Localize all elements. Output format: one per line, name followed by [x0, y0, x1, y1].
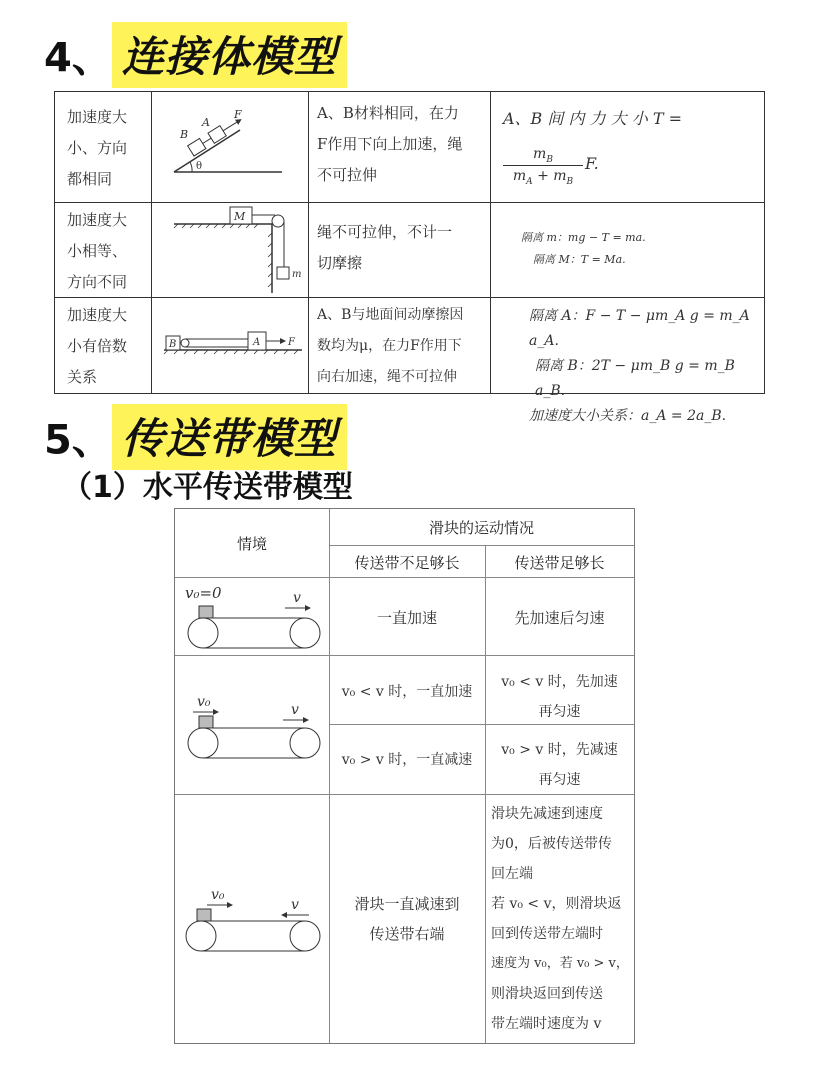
grid-line	[329, 545, 634, 546]
subsection-title: （1）水平传送带模型	[62, 470, 353, 505]
result-cell: 隔离 m：mg − T = ma. 隔离 M：T = Ma.	[521, 231, 646, 266]
row3-long-text: 滑块先减速到速度 为0，后被传送带传 回左端 若 v₀ < v，则滑块返 回到传送带左端时 速度为 v₀，若 v₀ > v， 则滑块返回到传送 带左端时速度为 v	[491, 806, 629, 1032]
header-scene: 情境	[236, 535, 267, 553]
svg-text:B: B	[180, 128, 189, 141]
category-cell: 加速度大 小相等、 方向不同	[55, 203, 152, 297]
fraction-tail: F.	[585, 154, 599, 173]
grid-line	[329, 509, 330, 1043]
svg-text:v: v	[293, 590, 301, 606]
belt-diagram-1	[175, 578, 329, 655]
connected-body-table	[54, 91, 765, 424]
incline-diagram	[152, 92, 309, 203]
row2b-long-text: v₀ > v 时，先减速 再匀速	[501, 742, 618, 788]
svg-text:v₀=0: v₀=0	[185, 584, 222, 602]
horizontal-diagram-cell	[152, 298, 309, 393]
category-cell: 加速度大 小、方向 都相同	[55, 92, 152, 202]
horizontal-pull-diagram	[152, 298, 309, 393]
svg-text:M: M	[234, 210, 246, 223]
section-4-heading	[44, 22, 347, 88]
svg-text:v: v	[291, 897, 299, 913]
row1-long-text: 先加速后匀速	[514, 609, 605, 627]
belt-diagram-3	[175, 795, 329, 1043]
row1-short-text: 一直加速	[376, 609, 437, 627]
table-row	[55, 92, 764, 203]
svg-text:F: F	[234, 108, 242, 121]
table-row	[55, 298, 764, 424]
svg-text:θ: θ	[196, 161, 203, 172]
section-5-number: 5、	[44, 417, 112, 464]
section-4-title: 连接体模型	[112, 22, 347, 88]
row3-short-text: 滑块一直减速到 传送带右端	[354, 895, 460, 943]
condition-cell: A、B材料相同，在力 F作用下向上加速，绳 不可拉伸	[309, 92, 491, 202]
row2b-short-text: v₀ > v 时，一直减速	[341, 752, 473, 768]
conveyor-belt-table	[174, 508, 635, 1044]
condition-cell: A、B与地面间动摩擦因 数均为μ，在力F作用下 向右加速，绳不可拉伸	[309, 298, 491, 393]
svg-text:A: A	[202, 116, 210, 129]
pulley-diagram	[152, 203, 309, 298]
fraction-denominator: $m_A + m_B$	[512, 168, 574, 187]
result-text: A、B 间 内 力 大 小 T =	[503, 109, 682, 128]
header-short-belt: 传送带不足够长	[354, 554, 460, 572]
svg-text:B: B	[169, 339, 177, 350]
header-long-belt: 传送带足够长	[514, 554, 605, 572]
svg-text:v: v	[291, 702, 299, 718]
condition-cell: 绳不可拉伸，不计一 切摩擦	[309, 203, 491, 297]
header-motion: 滑块的运动情况	[428, 519, 534, 537]
section-4-number: 4、	[44, 35, 112, 82]
category-cell: 加速度大 小有倍数 关系	[55, 298, 152, 393]
result-cell: 隔离 A：F − T − μm_A g = m_A a_A. 隔离 B：2T − μm_B g = m_B a_B. 加速度大小关系：a_A = 2a_B.	[529, 308, 750, 424]
belt-diagram-2	[175, 656, 329, 794]
fraction-bar	[503, 165, 583, 166]
section-5-heading	[44, 404, 347, 470]
svg-text:v₀: v₀	[211, 887, 225, 903]
pulley-diagram-cell	[152, 203, 309, 297]
fraction-numerator: $m_B$	[533, 146, 553, 165]
result-cell	[491, 92, 764, 202]
section-5-title: 传送带模型	[112, 404, 347, 470]
svg-text:v₀: v₀	[197, 694, 211, 710]
svg-text:F: F	[288, 337, 295, 348]
table-row	[55, 203, 764, 298]
svg-text:m: m	[292, 269, 302, 280]
svg-text:A: A	[253, 337, 261, 348]
row2a-short-text: v₀ < v 时，一直加速	[341, 684, 473, 700]
incline-diagram-cell	[152, 92, 309, 202]
row2a-long-text: v₀ < v 时，先加速 再匀速	[501, 674, 618, 720]
